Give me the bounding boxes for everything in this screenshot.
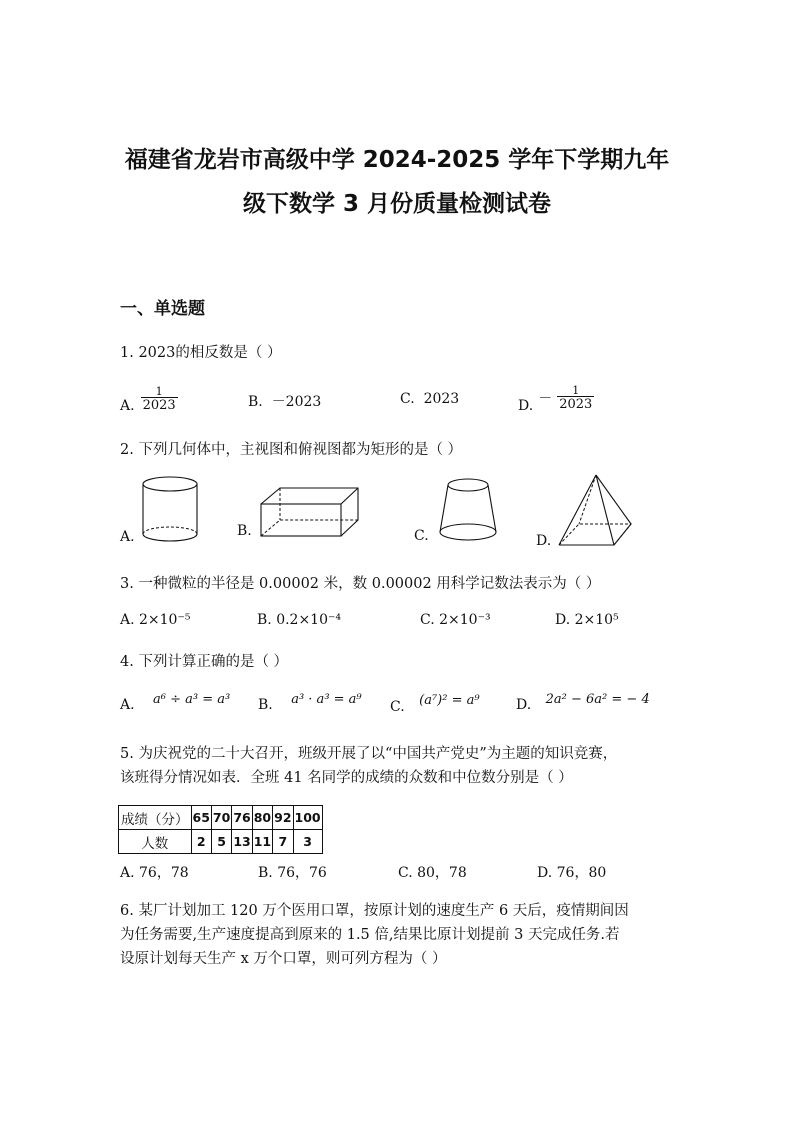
- table-cell: 65: [191, 806, 211, 830]
- question-5-option-b: B. 76，76: [258, 865, 327, 881]
- fraction: [141, 386, 178, 412]
- table-cell: 70: [211, 806, 231, 830]
- frustum-figure: [437, 476, 501, 546]
- option-label: C.: [400, 391, 415, 407]
- question-4-option-d: [516, 692, 650, 713]
- table-cell: 11: [252, 830, 272, 854]
- table-header-cell: 成绩（分）: [119, 806, 192, 830]
- pyramid-figure: [556, 472, 636, 548]
- question-4-option-b: [258, 692, 362, 713]
- table-cell: 5: [211, 830, 231, 854]
- table-cell: 13: [232, 830, 252, 854]
- question-3-stem: 3. 一种微粒的半径是 0.00002 米，数 0.00002 用科学记数法表示为（ ）: [120, 576, 601, 592]
- question-3-option-d: D. 2×10⁵: [555, 612, 619, 628]
- table-cell: 80: [252, 806, 272, 830]
- question-4-option-a: [120, 692, 231, 713]
- question-5-stem-line-2: 该班得分情况如表．全班 41 名同学的成绩的众数和中位数分别是（ ）: [120, 770, 573, 786]
- option-expression: a³ · a³ = a⁹: [291, 692, 362, 707]
- section-heading: 一、单选题: [120, 299, 205, 319]
- option-label: B.: [248, 394, 263, 410]
- question-6-line-1: 6. 某厂计划加工 120 万个医用口罩，按原计划的速度生产 6 天后，疫情期间因: [120, 903, 629, 919]
- table-cell: 76: [232, 806, 252, 830]
- question-5-stem-line-1: 5. 为庆祝党的二十大召开，班级开展了以“中国共产党史”为主题的知识竞赛，: [120, 746, 618, 762]
- question-2-option-b-label: B.: [237, 523, 252, 539]
- table-row: [119, 806, 323, 830]
- question-1-option-a: [120, 384, 178, 414]
- question-1-option-c: [400, 391, 459, 407]
- title-line-2: 级下数学 3 月份质量检测试卷: [242, 191, 552, 217]
- question-1-stem: 1. 2023的相反数是（ ）: [120, 345, 282, 361]
- table-cell: 92: [273, 806, 293, 830]
- table-cell: 100: [293, 806, 322, 830]
- table-cell: 2: [191, 830, 211, 854]
- fraction: [557, 385, 594, 411]
- minus-sign: －: [538, 391, 553, 407]
- option-expression: (a⁷)² = a⁹: [419, 693, 480, 708]
- score-table: [118, 805, 323, 854]
- title-line-1: 福建省龙岩市高级中学 2024-2025 学年下学期九年: [124, 147, 670, 173]
- question-3-option-c: C. 2×10⁻³: [420, 612, 491, 628]
- option-label: D.: [518, 398, 534, 414]
- option-label: D.: [516, 697, 532, 713]
- question-5-option-c: C. 80，78: [398, 865, 467, 881]
- cuboid-figure: [258, 484, 362, 540]
- option-label: A.: [120, 697, 135, 713]
- numerator: 1: [572, 384, 580, 397]
- question-5-option-a: A. 76，78: [120, 865, 189, 881]
- question-5-option-d: D. 76，80: [537, 865, 607, 881]
- table-row: [119, 830, 323, 854]
- cylinder-figure: [140, 474, 204, 544]
- question-2-option-d-label: D.: [536, 533, 552, 549]
- question-2-option-a-label: A.: [120, 529, 135, 545]
- table-cell: 7: [273, 830, 293, 854]
- option-value: －2023: [271, 394, 322, 410]
- question-2-stem: 2. 下列几何体中，主视图和俯视图都为矩形的是（ ）: [120, 442, 463, 458]
- question-3-option-b: B. 0.2×10⁻⁴: [257, 612, 341, 628]
- option-value: 2023: [423, 391, 460, 407]
- option-expression: 2a² − 6a² = − 4: [545, 692, 650, 707]
- question-4-stem: 4. 下列计算正确的是（ ）: [120, 654, 289, 670]
- question-1-option-b: [248, 391, 321, 411]
- option-label: A.: [120, 398, 135, 414]
- question-3-option-a: A. 2×10⁻⁵: [120, 612, 191, 628]
- numerator: 1: [155, 385, 163, 398]
- option-expression: a⁶ ÷ a³ = a³: [153, 692, 231, 707]
- table-cell: 3: [293, 830, 322, 854]
- question-2-option-c-label: C.: [414, 528, 429, 544]
- question-6-line-2: 为任务需要,生产速度提高到原来的 1.5 倍,结果比原计划提前 3 天完成任务.若: [120, 927, 620, 943]
- option-label: B.: [258, 697, 273, 713]
- question-4-option-c: [390, 693, 480, 715]
- table-header-cell: 人数: [119, 830, 192, 854]
- question-1-option-d: [518, 382, 594, 414]
- denominator: 2023: [559, 397, 593, 412]
- denominator: 2023: [142, 398, 176, 413]
- option-label: C.: [390, 699, 405, 715]
- question-6-line-3: 设原计划每天生产 x 万个口罩，则可列方程为（ ）: [120, 951, 447, 967]
